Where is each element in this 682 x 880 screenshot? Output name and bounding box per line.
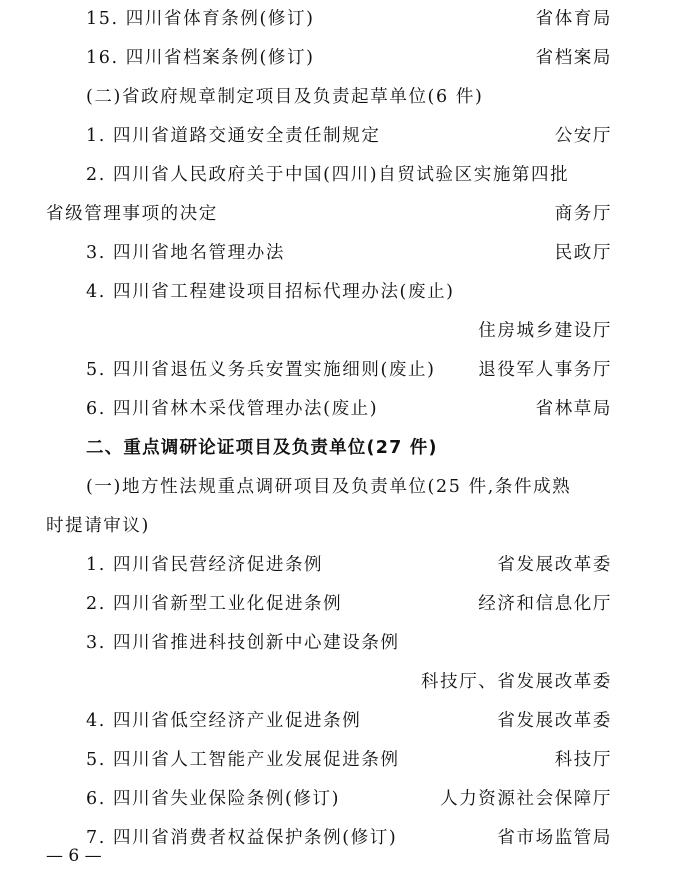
list-item [46, 356, 612, 386]
item-title: 4. 四川省低空经济产业促进条例 [86, 711, 362, 731]
item-title: 5. 四川省人工智能产业发展促进条例 [86, 750, 400, 770]
item-title: 2. 四川省新型工业化促进条例 [86, 594, 343, 614]
item-title: 6. 四川省失业保险条例(修订) [86, 789, 341, 809]
item-unit: 省体育局 [535, 9, 612, 29]
item-title: 3. 四川省推进科技创新中心建设条例 [86, 633, 400, 653]
item-title: 2. 四川省人民政府关于中国(四川)自贸试验区实施第四批 [86, 165, 570, 185]
item-unit: 商务厅 [554, 204, 612, 224]
item-unit: 省档案局 [535, 48, 612, 68]
list-item [46, 824, 612, 854]
item-title: 6. 四川省林木采伐管理办法(废止) [86, 399, 379, 419]
list-item [46, 785, 612, 815]
item-unit: 退役军人事务厅 [478, 360, 612, 380]
item-unit: 人力资源社会保障厅 [440, 789, 612, 809]
list-item [46, 122, 612, 152]
list-item [46, 707, 612, 737]
section-heading [46, 434, 612, 464]
list-item-unit-line [46, 317, 612, 347]
subheading-text-continued: 时提请审议) [46, 516, 150, 536]
item-title: 5. 四川省退伍义务兵安置实施细则(废止) [86, 360, 436, 380]
subheading-continuation [46, 512, 612, 542]
list-item [46, 5, 612, 35]
list-item [46, 629, 612, 659]
list-item [46, 590, 612, 620]
list-item [46, 551, 612, 581]
list-item-unit-line [46, 668, 612, 698]
item-title: 7. 四川省消费者权益保护条例(修订) [86, 828, 398, 848]
heading-text: 二、重点调研论证项目及负责单位(27 件) [86, 438, 438, 458]
list-item [46, 395, 612, 425]
section-subheading [46, 83, 612, 113]
item-unit: 科技厅、省发展改革委 [421, 672, 612, 692]
item-unit: 经济和信息化厅 [478, 594, 612, 614]
item-title: 3. 四川省地名管理办法 [86, 243, 285, 263]
item-title: 15. 四川省体育条例(修订) [86, 9, 315, 29]
page-number: — 6 — [46, 846, 102, 866]
item-unit: 省市场监管局 [497, 828, 612, 848]
list-item [46, 161, 612, 191]
item-title: 1. 四川省道路交通安全责任制规定 [86, 126, 381, 146]
item-title: 1. 四川省民营经济促进条例 [86, 555, 324, 575]
list-item [46, 44, 612, 74]
item-title: 4. 四川省工程建设项目招标代理办法(废止) [86, 282, 455, 302]
list-item [46, 239, 612, 269]
item-unit: 省发展改革委 [497, 555, 612, 575]
item-title: 16. 四川省档案条例(修订) [86, 48, 315, 68]
subheading-text: (二)省政府规章制定项目及负责起草单位(6 件) [86, 87, 484, 107]
subheading-text: (一)地方性法规重点调研项目及负责单位(25 件,条件成熟 [86, 477, 572, 497]
section-subheading [46, 473, 612, 503]
list-item-continuation [46, 200, 612, 230]
item-unit: 省发展改革委 [497, 711, 612, 731]
item-unit: 民政厅 [554, 243, 612, 263]
list-item [46, 746, 612, 776]
item-unit: 住房城乡建设厅 [478, 321, 612, 341]
item-unit: 公安厅 [554, 126, 612, 146]
list-item [46, 278, 612, 308]
item-unit: 省林草局 [535, 399, 612, 419]
item-unit: 科技厅 [554, 750, 612, 770]
item-title-continued: 省级管理事项的决定 [46, 204, 218, 224]
